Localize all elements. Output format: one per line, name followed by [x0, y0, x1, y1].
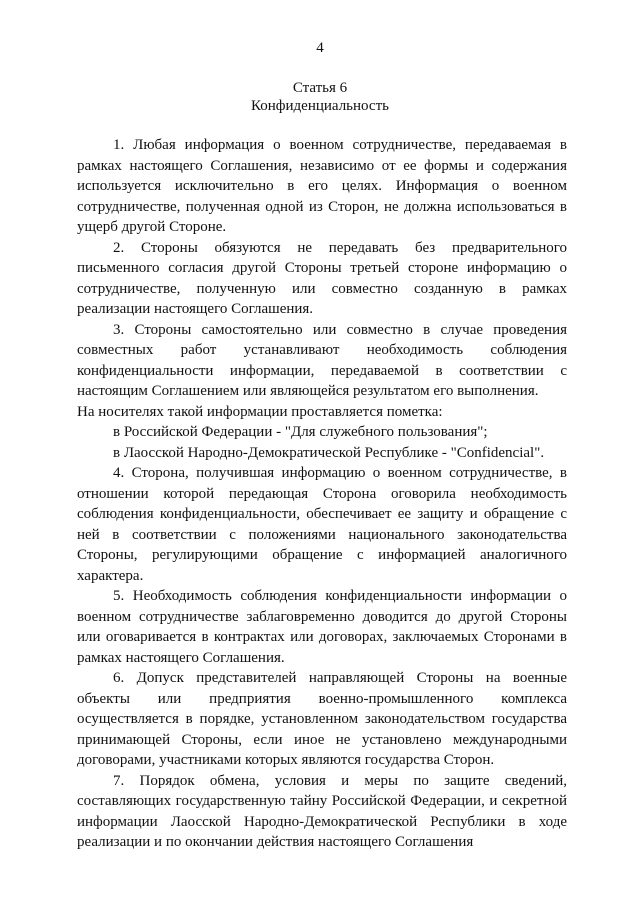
- article-number: Статья 6: [292, 80, 348, 96]
- paragraph-5: 5. Необходимость соблюдения конфиденциальности информации о военном сотрудничестве заблаговременно доводится до другой Стороны или оговаривается в контрактах или договорах, заключаемых Сторонами в рамках настоящего Соглашения.: [77, 588, 567, 666]
- paragraph-2: 2. Стороны обязуются не передавать без предварительного письменного согласия другой Стороны третьей стороне информацию о сотрудничестве, полученную или совместно созданную в рамках реализации настоящего Соглашения.: [77, 239, 567, 317]
- page-number: 4: [316, 40, 324, 56]
- paragraph-4: 4. Сторона, получившая информацию о военном сотрудничестве, в отношении которой передающая Сторона оговорила необходимость соблюдения конфиденциальности, обеспечивает ее защиту и обращение с ней в соответствии с положениями национального законодательства Стороны, регулирующими обращение с информацией аналогичного характера.: [77, 465, 567, 584]
- document-body: [77, 135, 567, 853]
- paragraph-6: 6. Допуск представителей направляющей Стороны на военные объекты или предприятия военно-промышленного комплекса осуществляется в порядке, установленном законодательством государства принимающей Стороны, если иное не установлено международными договорами, участниками которых являются государства Сторон.: [77, 670, 567, 768]
- article-title: Конфиденциальность: [251, 98, 389, 114]
- paragraph-marking-laos: в Лаосской Народно-Демократической Республике - "Confidencial".: [113, 444, 545, 461]
- paragraph-marking-intro: На носителях такой информации проставляется пометка:: [77, 403, 443, 420]
- paragraph-3: 3. Стороны самостоятельно или совместно в случае проведения совместных работ устанавливают необходимость соблюдения конфиденциальности информации, передаваемой в соответствии с настоящим Соглашением или являющейся результатом его выполнения.: [77, 321, 567, 399]
- paragraph-marking-russia: в Российской Федерации - "Для служебного пользования";: [113, 424, 488, 440]
- paragraph-7: 7. Порядок обмена, условия и меры по защите сведений, составляющих государственную тайну Российской Федерации, и секретной информации Лаосской Народно-Демократической Республики в ходе реализации и по окончании действия настоящего Соглашения: [77, 772, 567, 850]
- paragraph-1: 1. Любая информация о военном сотрудничестве, передаваемая в рамках настоящего Соглашения, независимо от ее формы и содержания используется исключительно в его целях. Информация о военном сотрудничестве, полученная одной из Сторон, не должна использоваться в ущерб другой Стороне.: [77, 137, 567, 235]
